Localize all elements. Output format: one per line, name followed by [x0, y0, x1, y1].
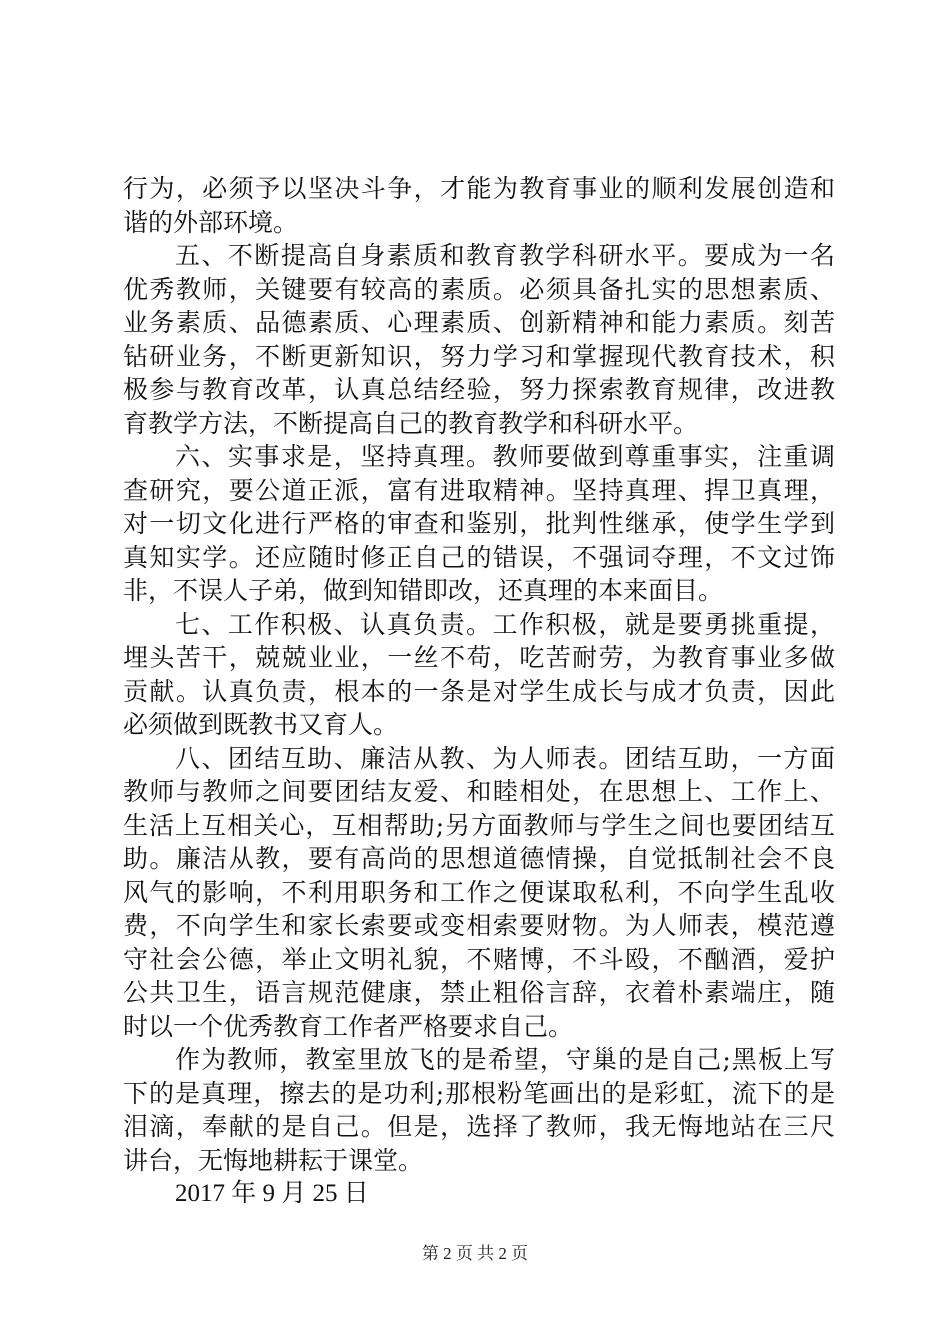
text-line: 埋头苦干，兢兢业业，一丝不苟，吃苦耐劳，为教育事业多做: [123, 643, 835, 672]
text-line: 必须做到既教书又育人。: [123, 710, 399, 739]
text-line: 守社会公德，举止文明礼貌，不赌博，不斗殴，不酗酒，爱护: [123, 944, 835, 974]
text-line: 优秀教师，关键要有较高的素质。必须具备扎实的思想素质、: [123, 274, 835, 304]
text-line: 钻研业务，不断更新知识，努力学习和掌握现代教育技术，积: [123, 341, 835, 371]
paragraph-heading-6: 六、实事求是，坚持真理。教师要做到尊重事实，注重调: [175, 442, 835, 471]
text-line: 查研究，要公道正派，富有进取精神。坚持真理、捍卫真理，: [123, 475, 835, 505]
text-line: 下的是真理，擦去的是功利;那根粉笔画出的是彩虹，流下的是: [123, 1078, 835, 1108]
text-line: 费，不向学生和家长索要或变相索要财物。为人师表，模范遵: [123, 911, 835, 940]
text-line: 对一切文化进行严格的审查和鉴别，批判性继承，使学生学到: [123, 509, 835, 538]
body-text: [123, 172, 835, 1211]
closing-paragraph: 作为教师，教室里放飞的是希望，守巢的是自己;黑板上写: [175, 1045, 835, 1074]
page-footer: 第 2 页 共 2 页: [421, 1244, 529, 1263]
text-line: 助。廉洁从教，要有高尚的思想道德情操，自觉抵制社会不良: [123, 844, 835, 873]
paragraph-heading-7: 七、工作积极、认真负责。工作积极，就是要勇挑重提，: [175, 609, 835, 639]
text-line: 风气的影响，不利用职务和工作之便谋取私利，不向学生乱收: [123, 877, 835, 907]
text-line: 谐的外部环境。: [123, 207, 299, 237]
text-line: 教师与教师之间要团结友爱、和睦相处，在思想上、工作上、: [123, 777, 835, 806]
text-line: 育教学方法，不断提高自己的教育教学和科研水平。: [123, 408, 699, 438]
text-line: 公共卫生，语言规范健康，禁止粗俗言辞，衣着朴素端庄，随: [123, 978, 835, 1007]
text-line: 生活上互相关心，互相帮助;另方面教师与学生之间也要团结互: [123, 810, 835, 840]
text-line: 极参与教育改革，认真总结经验，努力探索教育规律，改进教: [123, 375, 835, 404]
document-date: 2017 年 9 月 25 日: [175, 1180, 369, 1207]
text-line: 非，不误人子弟，做到知错即改，还真理的本来面目。: [123, 576, 724, 605]
text-line: 行为，必须予以坚决斗争，才能为教育事业的顺利发展创造和: [123, 174, 835, 203]
text-line: 业务素质、品德素质、心理素质、创新精神和能力素质。刻苦: [123, 308, 835, 337]
text-line: 时以一个优秀教育工作者严格要求自己。: [123, 1011, 574, 1041]
text-line: 贡献。认真负责，根本的一条是对学生成长与成才负责，因此: [123, 676, 835, 706]
text-line: 泪滴，奉献的是自己。但是，选择了教师，我无悔地站在三尺: [123, 1112, 835, 1141]
text-line: 讲台，无悔地耕耘于课堂。: [123, 1145, 424, 1175]
paragraph-heading-5: 五、不断提高自身素质和教育教学科研水平。要成为一名: [175, 241, 835, 270]
paragraph-heading-8: 八、团结互助、廉洁从教、为人师表。团结互助，一方面: [175, 743, 835, 773]
text-line: 真知实学。还应随时修正自己的错误，不强词夺理，不文过饰: [123, 542, 835, 572]
